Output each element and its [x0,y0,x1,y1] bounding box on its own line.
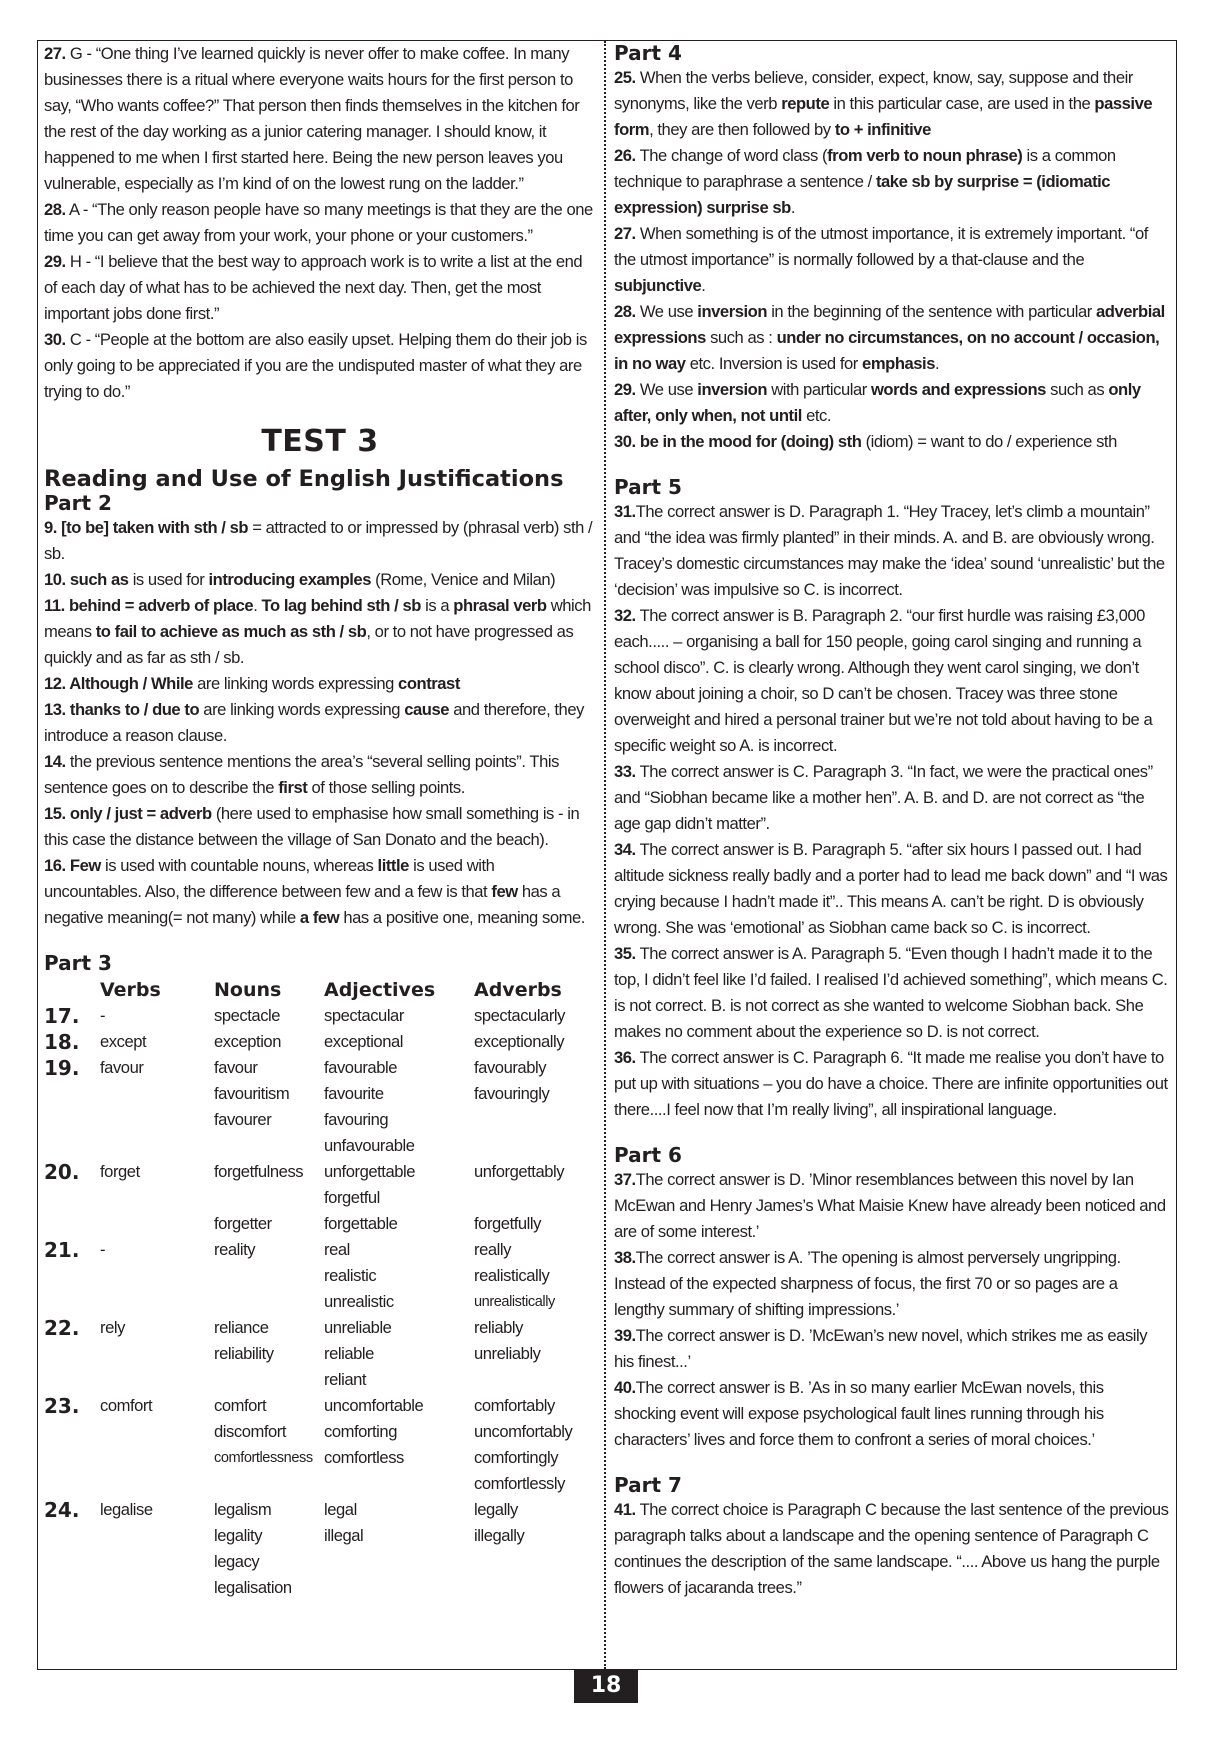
adjective-cell: unfavourable [324,1136,415,1155]
noun-cell: comfortlessness [214,1450,313,1466]
table-row [44,1471,572,1497]
noun-cell: reliance [214,1318,269,1337]
adverb-cell: forgetfully [474,1214,541,1233]
item-number [44,1367,100,1393]
header-adverbs: Adverbs [474,979,562,1001]
answer-item: 30. be in the mood for (doing) sth (idiom) = want to do / experience sth [614,432,1117,451]
adjective-cell: reliable [324,1344,374,1363]
answer-item: 35. The correct answer is A. Paragraph 5. “Even though I hadn’t made it to the top, I didn’t feel like I’d failed. I realised I’d achieved something”, which means C. is not correct. B. is not correct as she wanted to welcome Siobhan back. She makes no comment about the experience so D. is not correct. [614,944,1168,1041]
table-row [44,1159,572,1185]
part7-heading: Part 7 [614,1473,682,1497]
item-number: 21. [44,1238,80,1262]
part6-heading: Part 6 [614,1143,682,1167]
adjective-cell: favourite [324,1084,384,1103]
verb-cell [100,1341,214,1367]
noun-cell [214,1289,324,1315]
noun-cell: comfort [214,1396,267,1415]
part7-items [614,1497,1169,1601]
adverb-cell: illegally [474,1526,525,1545]
adverb-cell: legally [474,1500,518,1519]
noun-cell: favouritism [214,1084,290,1103]
adjective-cell: reliant [324,1370,367,1389]
table-row [44,1055,572,1081]
answer-item: 32. The correct answer is B. Paragraph 2. “our first hurdle was raising £3,000 each..... – organising a ball for 150 people, going carol singing and running a school disco”. C. is clearly wrong. Although they went carol singing, we don’t know about joining a choir, so D can’t be chosen. Tracey was three stone overweight and hired a personal trainer but we’re not told about having to be a specific weight so A. is incorrect. [614,606,1153,755]
answer-item: 25. When the verbs believe, consider, expect, know, say, suppose and their synonyms, like the verb repute in this particular case, are used in the passive form, they are then followed by to + infinitive [614,68,1153,139]
noun-cell: exception [214,1032,281,1051]
answer-item: 33. The correct answer is C. Paragraph 3. “In fact, we were the practical ones” and “Siobhan became like a mother hen”. A. B. and D. are not correct as “the age gap didn’t matter”. [614,762,1153,833]
adjective-cell [324,1549,474,1575]
table-header-row [44,977,572,1003]
answer-item: 40.The correct answer is B. ’As in so many earlier McEwan novels, this shocking event will expose psychological fault lines running through his characters’ lives and force them to confront a series of moral choices.’ [614,1378,1104,1449]
verb-cell: except [100,1032,147,1051]
answer-item: 31.The correct answer is D. Paragraph 1. “Hey Tracey, let’s climb a mountain” and “the idea was firmly planted” in their minds. A. and B. are obviously wrong. Tracey’s domestic circumstances may make the ‘idea’ sound ‘unrealistic’ but the ‘decision’ was impulsive so C. is incorrect. [614,502,1165,599]
item-number: 24. [44,1498,80,1522]
item-number [44,1341,100,1367]
adverb-cell: reliably [474,1318,523,1337]
answer-item: 29. H - “I believe that the best way to approach work is to write a list at the end of each day of what has to be achieved the next day. Then, get the most important jobs done first.” [44,252,583,323]
adjective-cell: favouring [324,1110,389,1129]
item-number [44,1263,100,1289]
adverb-cell: unforgettably [474,1162,565,1181]
noun-cell [214,1471,324,1497]
verb-cell [100,1289,214,1315]
answer-item: 13. thanks to / due to are linking words expressing cause and therefore, they introduce a reason clause. [44,700,584,745]
verb-cell: forget [100,1162,140,1181]
noun-cell [214,1185,324,1211]
table-row [44,1549,572,1575]
noun-cell [214,1263,324,1289]
adverb-cell: unreliably [474,1344,541,1363]
table-row [44,1003,572,1029]
table-row [44,1419,572,1445]
part2-heading: Part 2 [44,491,112,515]
answer-item: 41. The correct choice is Paragraph C because the last sentence of the previous paragraph talks about a landscape and the opening sentence of Paragraph C continues the description of the same landscape. “.... Above us hang the purple flowers of jacaranda trees.” [614,1500,1169,1597]
adverb-cell: exceptionally [474,1032,565,1051]
section-title: Reading and Use of English Justifications [44,466,564,492]
adverb-cell: spectacularly [474,1006,565,1025]
right-column [614,41,1169,1601]
item-number [44,1549,100,1575]
word-formation-table [44,977,572,1601]
answer-item: 11. behind = adverb of place. To lag behind sth / sb is a phrasal verb which means to fail to achieve as much as sth / sb, or to not have progressed as quickly and as far as sth / sb. [44,596,591,667]
table-row [44,1133,572,1159]
header-verbs: Verbs [100,979,161,1001]
item-number: 20. [44,1160,80,1184]
verb-cell [100,1185,214,1211]
table-row [44,1497,572,1523]
item-number: 18. [44,1030,80,1054]
answer-item: 36. The correct answer is C. Paragraph 6. “It made me realise you don’t have to put up with situations – you do have a choice. There are infinite opportunities out there....I feel now that I’m really living”, all inspirational language. [614,1048,1168,1119]
verb-cell [100,1549,214,1575]
adverb-cell: comfortingly [474,1448,559,1467]
item-number [44,1211,100,1237]
column-divider [604,41,606,1669]
word-formation-body [44,1003,572,1601]
table-row [44,1029,572,1055]
table-row [44,1393,572,1419]
answer-item: 38.The correct answer is A. ’The opening is almost perversely ungripping. Instead of the expected sharpness of focus, the first 70 or so pages are a lengthy summary of shifting impressions.’ [614,1248,1121,1319]
test-title: TEST 3 [261,424,379,459]
table-row [44,1185,572,1211]
item-number: 19. [44,1056,80,1080]
verb-cell: - [100,1006,106,1025]
verb-cell [100,1471,214,1497]
adverb-cell [474,1133,572,1159]
answer-item: 9. [to be] taken with sth / sb = attracted to or impressed by (phrasal verb) sth / sb. [44,518,593,563]
noun-cell [214,1367,324,1393]
answer-item: 12. Although / While are linking words expressing contrast [44,674,460,693]
adverb-cell: unrealistically [474,1294,555,1310]
adjective-cell: unrealistic [324,1292,394,1311]
table-row [44,1341,572,1367]
verb-cell [100,1445,214,1471]
item-number: 23. [44,1394,80,1418]
verb-cell: favour [100,1058,144,1077]
noun-cell [214,1133,324,1159]
item-number [44,1107,100,1133]
noun-cell: favour [214,1058,258,1077]
header-number [44,977,100,1003]
table-row [44,1367,572,1393]
verb-cell: comfort [100,1396,153,1415]
item-number [44,1471,100,1497]
adjective-cell: forgettable [324,1214,398,1233]
adverb-cell: favouringly [474,1084,550,1103]
table-row [44,1107,572,1133]
item-number [44,1185,100,1211]
header-adjectives: Adjectives [324,979,436,1001]
adverb-cell: favourably [474,1058,547,1077]
answer-item: 29. We use inversion with particular words and expressions such as only after, only when, not until etc. [614,380,1141,425]
verb-cell [100,1107,214,1133]
answer-item: 16. Few is used with countable nouns, whereas little is used with uncountables. Also, the difference between few and a few is that few has a negative meaning(= not many) while a few has a positive one, meaning some. [44,856,585,927]
verb-cell: rely [100,1318,125,1337]
adverb-cell: realistically [474,1266,550,1285]
noun-cell: legalism [214,1500,272,1519]
noun-cell: forgetter [214,1214,272,1233]
noun-cell: discomfort [214,1422,287,1441]
answer-item: 37.The correct answer is D. ’Minor resemblances between this novel by Ian McEwan and Henry James’s What Maisie Knew have already been noticed and are of some interest.’ [614,1170,1166,1241]
adverb-cell [474,1185,572,1211]
noun-cell: forgetfulness [214,1162,304,1181]
noun-cell: reliability [214,1344,274,1363]
answer-item: 14. the previous sentence mentions the area’s “several selling points”. This sentence goes on to describe the first of those selling points. [44,752,559,797]
adjective-cell: unreliable [324,1318,392,1337]
table-row [44,1445,572,1471]
adjective-cell: spectacular [324,1006,404,1025]
adjective-cell [324,1575,474,1601]
adjective-cell: real [324,1240,350,1259]
adverb-cell [474,1575,572,1601]
item-number [44,1523,100,1549]
table-row [44,1289,572,1315]
noun-cell: spectacle [214,1006,281,1025]
left-column [44,41,596,1601]
noun-cell: legalisation [214,1578,292,1597]
noun-cell: reality [214,1240,256,1259]
header-nouns: Nouns [214,979,282,1001]
table-row [44,1315,572,1341]
answer-item: 26. The change of word class (from verb to noun phrase) is a common technique to paraphrase a sentence / take sb by surprise = (idiomatic expression) surprise sb. [614,146,1116,217]
adverb-cell [474,1549,572,1575]
part4-heading: Part 4 [614,41,682,65]
adjective-cell: forgetful [324,1188,380,1207]
item-number: 17. [44,1004,80,1028]
adverb-cell: uncomfortably [474,1422,573,1441]
noun-cell: legality [214,1526,263,1545]
item-number [44,1289,100,1315]
item-number [44,1081,100,1107]
answer-item: 27. G - “One thing I’ve learned quickly is never offer to make coffee. In many businesses there is a ritual where everyone waits hours for the first person to say, “Who wants coffee?” That person then finds themselves in the kitchen for the rest of the day working as a junior catering manager. I should know, it happened to me when I first started here. Being the new person leaves you vulnerable, especially as I’m kind of on the lowest rung on the ladder.” [44,44,580,193]
verb-cell [100,1211,214,1237]
answer-item: 30. C - “People at the bottom are also easily upset. Helping them do their job is only going to be appreciated if you are the undisputed master of what they are trying to do.” [44,330,587,401]
adjective-cell: realistic [324,1266,377,1285]
noun-cell: favourer [214,1110,272,1129]
part1-tail [44,41,596,405]
table-row [44,1263,572,1289]
table-row [44,1081,572,1107]
noun-cell: legacy [214,1552,260,1571]
page-number: 18 [574,1669,638,1703]
adjective-cell: legal [324,1500,357,1519]
answer-item: 28. A - “The only reason people have so many meetings is that they are the one time you can get away from your work, your phone or your customers.” [44,200,593,245]
verb-cell [100,1523,214,1549]
item-number [44,1575,100,1601]
adverb-cell: comfortlessly [474,1474,565,1493]
adverb-cell [474,1367,572,1393]
table-row [44,1211,572,1237]
answer-item: 39.The correct answer is D. ’McEwan’s new novel, which strikes me as easily his finest...’ [614,1326,1148,1371]
adverb-cell: really [474,1240,511,1259]
part2-items [44,515,596,931]
table-row [44,1523,572,1549]
answer-item: 15. only / just = adverb (here used to emphasise how small something is - in this case the distance between the village of San Donato and the beach). [44,804,580,849]
answer-item: 34. The correct answer is B. Paragraph 5. “after six hours I passed out. I had altitude sickness really badly and a porter had to lead me back down” and “I was crying because I hadn’t made it”.. This means A. can’t be right. D is obviously wrong. She was ‘emotional’ as Siobhan came back so C. is incorrect. [614,840,1168,937]
adverb-cell: comfortably [474,1396,555,1415]
adverb-cell [474,1107,572,1133]
part4-items [614,65,1169,455]
adjective-cell: illegal [324,1526,364,1545]
part5-items [614,499,1169,1123]
page-frame [37,40,1177,1670]
part6-items [614,1167,1169,1453]
verb-cell [100,1081,214,1107]
adjective-cell: comfortless [324,1448,404,1467]
answer-item: 10. such as is used for introducing examples (Rome, Venice and Milan) [44,570,556,589]
table-row [44,1575,572,1601]
adjective-cell: exceptional [324,1032,403,1051]
verb-cell [100,1367,214,1393]
verb-cell: legalise [100,1500,153,1519]
verb-cell [100,1263,214,1289]
adjective-cell [324,1471,474,1497]
item-number [44,1133,100,1159]
verb-cell: - [100,1240,106,1259]
adjective-cell: favourable [324,1058,397,1077]
verb-cell [100,1419,214,1445]
item-number [44,1445,100,1471]
answer-item: 28. We use inversion in the beginning of the sentence with particular adverbial expressions such as : under no circumstances, on no account / occasion, in no way etc. Inversion is used for emphasis. [614,302,1165,373]
verb-cell [100,1133,214,1159]
verb-cell [100,1575,214,1601]
table-row [44,1237,572,1263]
adjective-cell: comforting [324,1422,397,1441]
part5-heading: Part 5 [614,475,682,499]
item-number: 22. [44,1316,80,1340]
adjective-cell: uncomfortable [324,1396,424,1415]
answer-item: 27. When something is of the utmost importance, it is extremely important. “of the utmost importance” is normally followed by a that-clause and the subjunctive. [614,224,1148,295]
item-number [44,1419,100,1445]
adjective-cell: unforgettable [324,1162,416,1181]
part3-heading: Part 3 [44,951,112,975]
